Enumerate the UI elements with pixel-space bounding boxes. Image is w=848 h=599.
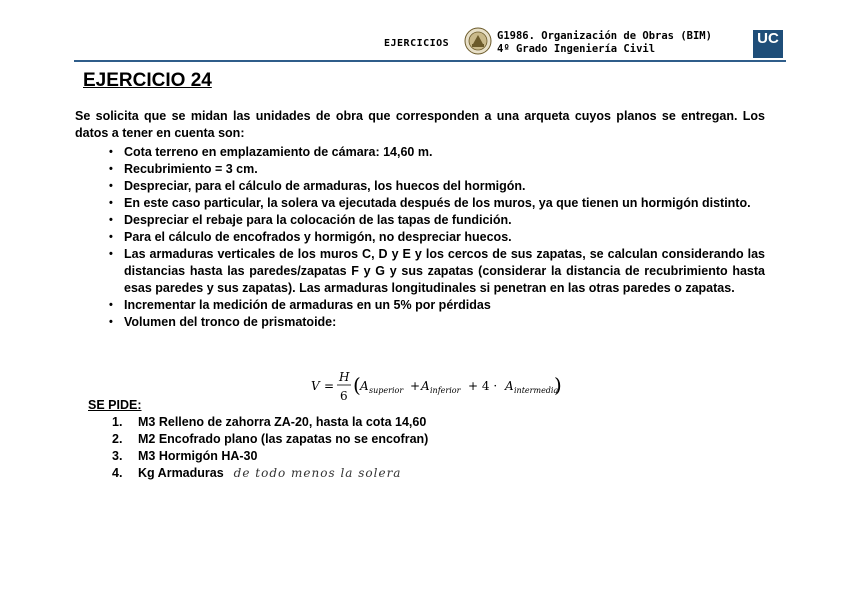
course-line-2: 4º Grado Ingeniería Civil	[497, 43, 656, 55]
section-label: EJERCICIOS	[384, 38, 450, 49]
formula-plus-1: +	[410, 379, 421, 393]
formula-a3: A	[505, 379, 514, 393]
formula-a2: A	[421, 379, 430, 393]
asks-heading: SE PIDE:	[88, 398, 142, 412]
header-divider	[74, 60, 786, 62]
formula-lhs: V	[311, 379, 320, 393]
list-item	[112, 414, 428, 431]
intro-paragraph: Se solicita que se midan las unidades de obra que corresponden a una arqueta cuyos planos se entregan. Los datos a tener en cuenta son:	[75, 109, 765, 140]
logo-text: UC	[757, 30, 779, 47]
list-item: • Despreciar, para el cálculo de armaduras, los huecos del hormigón.	[107, 178, 765, 195]
item-text: M2 Encofrado plano (las zapatas no se encofran)	[138, 432, 429, 446]
formula-denominator: 6	[340, 389, 348, 403]
list-item	[112, 431, 428, 448]
list-item: • Cota terreno en emplazamiento de cámara: 14,60 m.	[107, 144, 765, 161]
item-text: M3 Relleno de zahorra ZA-20, hasta la cota 14,60	[138, 415, 427, 429]
item-number: 4.	[112, 466, 123, 480]
formula-plus-2: + 4 ·	[468, 379, 498, 393]
list-item	[112, 448, 428, 465]
item-number: 2.	[112, 432, 123, 446]
list-item: • Incrementar la medición de armaduras en un 5% por pérdidas	[107, 297, 765, 314]
exercise-title: EJERCICIO 24	[83, 70, 212, 91]
data-list	[107, 144, 765, 331]
subscript-superior: superior	[369, 386, 404, 395]
item-text: Kg Armaduras	[138, 466, 224, 480]
prismatoid-formula	[311, 370, 571, 404]
list-item: • Recubrimiento = 3 cm.	[107, 161, 765, 178]
uc-logo	[753, 30, 783, 58]
list-item: • En este caso particular, la solera va ejecutada después de los muros, ya que tienen un hormigón distinto.	[107, 195, 765, 212]
list-item: • Las armaduras verticales de los muros C, D y E y los cercos de sus zapatas, se calculan considerando las distancias hasta las paredes/zapatas F y G y sus zapatas (considerar la distancia de recubrimiento hasta esas paredes y sus zapatas). Las armaduras longitudinales si penetran en las otras paredes o zapatas.	[107, 246, 765, 297]
formula-numerator: H	[339, 370, 350, 384]
formula-equals: =	[324, 379, 335, 393]
formula-a1: A	[360, 379, 369, 393]
subscript-intermedia: intermedia	[514, 386, 559, 395]
item-number: 3.	[112, 449, 123, 463]
course-title	[497, 30, 712, 56]
list-item: • Volumen del tronco de prismatoide:	[107, 314, 765, 331]
paren-close: )	[554, 373, 562, 397]
asks-list	[112, 414, 428, 482]
item-text: M3 Hormigón HA-30	[138, 449, 258, 463]
course-line-1: G1986. Organización de Obras (BIM)	[497, 30, 712, 42]
list-item	[112, 465, 428, 482]
list-item: • Para el cálculo de encofrados y hormigón, no despreciar huecos.	[107, 229, 765, 246]
item-number: 1.	[112, 415, 123, 429]
paren-open: (	[353, 373, 361, 397]
subscript-inferior: inferior	[430, 386, 461, 395]
university-seal-icon	[464, 27, 492, 55]
list-item: • Despreciar el rebaje para la colocación de las tapas de fundición.	[107, 212, 765, 229]
handwritten-note: de todo menos la solera	[233, 466, 402, 480]
